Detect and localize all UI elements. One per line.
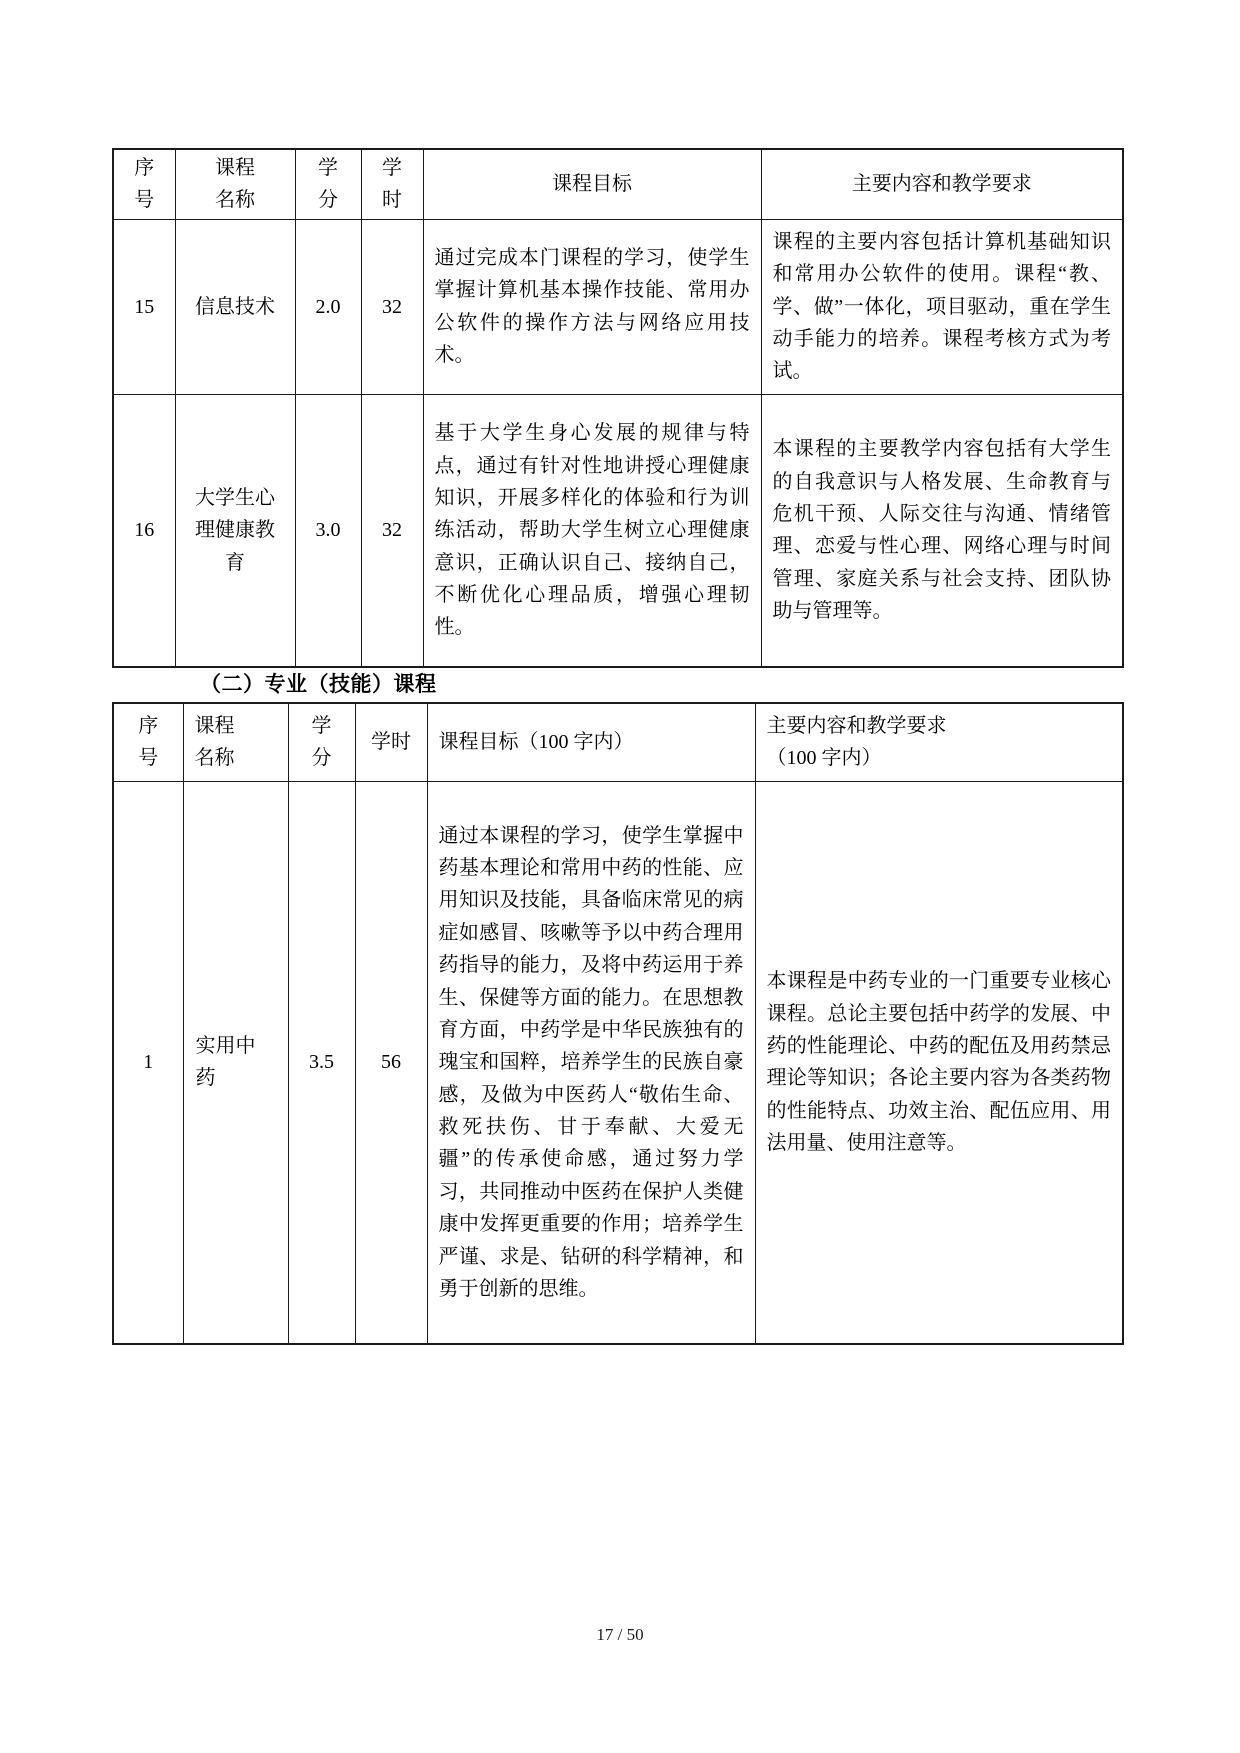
- curriculum-table-professional: [112, 702, 1124, 1345]
- cell-credits: 3.0: [295, 394, 361, 667]
- header-name: 课程 名称: [183, 703, 288, 781]
- table-row: [113, 781, 1123, 1344]
- header-name: 课程 名称: [175, 149, 295, 219]
- section-heading: （二）专业（技能）课程: [200, 673, 437, 697]
- cell-hours: 32: [361, 394, 423, 667]
- cell-hours: 32: [361, 219, 423, 394]
- cell-content: 本课程的主要教学内容包括有大学生的自我意识与人格发展、生命教育与危机干预、人际交往与沟通、情绪管理、恋爱与性心理、网络心理与时间管理、家庭关系与社会支持、团队协助与管理等。: [761, 394, 1123, 667]
- header-hours: 学时: [355, 703, 427, 781]
- header-content: 主要内容和教学要求: [761, 149, 1123, 219]
- table-row: [113, 219, 1123, 394]
- cell-name: 信息技术: [175, 219, 295, 394]
- header-no: 序 号: [113, 149, 175, 219]
- header-objectives: 课程目标: [423, 149, 761, 219]
- cell-credits: 3.5: [288, 781, 355, 1344]
- table-header-row: [113, 149, 1123, 219]
- cell-objectives: 通过本课程的学习，使学生掌握中药基本理论和常用中药的性能、应用知识及技能，具备临床常见的病症如感冒、咳嗽等予以中药合理用药指导的能力，及将中药运用于养生、保健等方面的能力。在思想教育方面，中药学是中华民族独有的瑰宝和国粹，培养学生的民族自豪感，及做为中医药人“敬佑生命、救死扶伤、甘于奉献、大爱无疆”的传承使命感，通过努力学习，共同推动中医药在保护人类健康中发挥更重要的作用；培养学生严谨、求是、钻研的科学精神，和勇于创新的思维。: [427, 781, 755, 1344]
- cell-name: 大学生心理健康教育: [175, 394, 295, 667]
- table-header-row: [113, 703, 1123, 781]
- cell-hours: 56: [355, 781, 427, 1344]
- header-objectives: 课程目标（100 字内）: [427, 703, 755, 781]
- curriculum-table-general: [112, 148, 1124, 668]
- cell-content: 本课程是中药专业的一门重要专业核心课程。总论主要包括中药学的发展、中药的性能理论、中药的配伍及用药禁忌理论等知识；各论主要内容为各类药物的性能特点、功效主治、配伍应用、用法用量、使用注意等。: [755, 781, 1123, 1344]
- cell-name: 实用中药: [183, 781, 288, 1344]
- cell-content: 课程的主要内容包括计算机基础知识和常用办公软件的使用。课程“教、学、做”一体化，项目驱动，重在学生动手能力的培养。课程考核方式为考试。: [761, 219, 1123, 394]
- page-number: 17 / 50: [596, 1625, 644, 1644]
- cell-no: 16: [113, 394, 175, 667]
- cell-objectives: 基于大学生身心发展的规律与特点，通过有针对性地讲授心理健康知识，开展多样化的体验和行为训练活动，帮助大学生树立心理健康意识，正确认识自己、接纳自己，不断优化心理品质，增强心理韧性。: [423, 394, 761, 667]
- header-credits: 学 分: [295, 149, 361, 219]
- cell-no: 1: [113, 781, 183, 1344]
- header-content: 主要内容和教学要求 （100 字内）: [755, 703, 1123, 781]
- cell-credits: 2.0: [295, 219, 361, 394]
- cell-no: 15: [113, 219, 175, 394]
- table-row: [113, 394, 1123, 667]
- header-hours: 学 时: [361, 149, 423, 219]
- header-no: 序 号: [113, 703, 183, 781]
- cell-objectives: 通过完成本门课程的学习，使学生掌握计算机基本操作技能、常用办公软件的操作方法与网络应用技术。: [423, 219, 761, 394]
- header-credits: 学 分: [288, 703, 355, 781]
